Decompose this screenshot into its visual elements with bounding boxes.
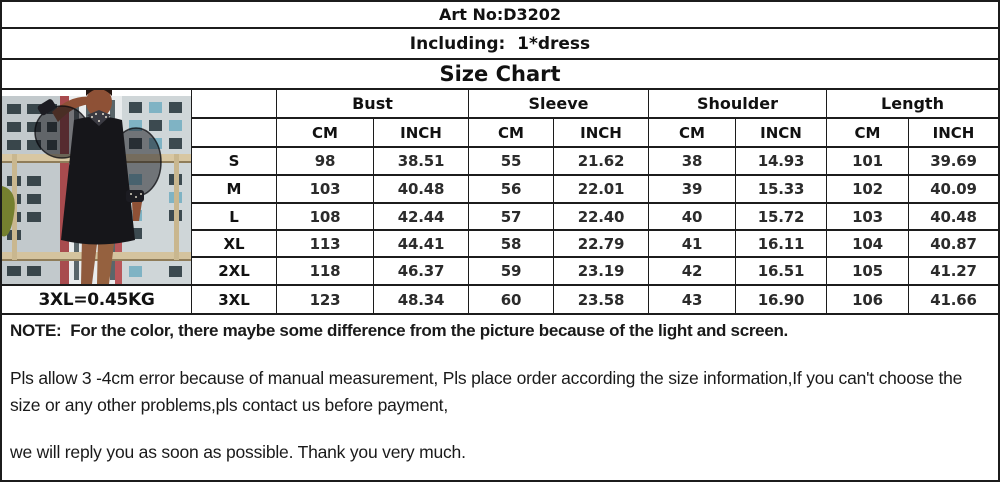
empty-cell (192, 119, 277, 148)
unit-sleeve-cm: CM (469, 119, 554, 148)
table-cell: 42 (649, 258, 736, 286)
table-cell: 56 (469, 176, 554, 204)
table-cell: 16.51 (736, 258, 827, 286)
table-cell: 40.48 (909, 204, 998, 231)
table-cell: 118 (277, 258, 374, 286)
table-cell: 106 (827, 286, 909, 313)
table-cell: 48.34 (374, 286, 469, 313)
table-cell: 46.37 (374, 258, 469, 286)
size-label: 3XL (192, 286, 277, 313)
table-cell: 21.62 (554, 148, 649, 176)
unit-length-inch: INCH (909, 119, 998, 148)
table-cell: 108 (277, 204, 374, 231)
dress-model-illustration (2, 90, 191, 284)
size-label: 2XL (192, 258, 277, 286)
table-cell: 41 (649, 231, 736, 258)
table-cell: 38.51 (374, 148, 469, 176)
table-cell: 102 (827, 176, 909, 204)
color-note: NOTE: For the color, there maybe some difference from the picture because of the light and screen. (10, 321, 788, 340)
empty-cell (192, 90, 277, 119)
table-cell: 15.72 (736, 204, 827, 231)
weight-note: 3XL=0.45KG (2, 286, 192, 313)
table-cell: 58 (469, 231, 554, 258)
table-cell: 105 (827, 258, 909, 286)
including-line: Including: 1*dress (2, 29, 998, 60)
unit-sleeve-inch: INCH (554, 119, 649, 148)
table-cell: 103 (827, 204, 909, 231)
table-cell: 40.09 (909, 176, 998, 204)
table-cell: 38 (649, 148, 736, 176)
notes-section (2, 315, 998, 480)
column-group-sleeve: Sleeve (469, 90, 649, 119)
column-group-length: Length (827, 90, 998, 119)
table-cell: 57 (469, 204, 554, 231)
unit-shoulder-inch: INCN (736, 119, 827, 148)
size-table (2, 90, 998, 315)
unit-bust-cm: CM (277, 119, 374, 148)
table-cell: 15.33 (736, 176, 827, 204)
table-cell: 41.27 (909, 258, 998, 286)
product-photo (2, 90, 192, 286)
table-cell: 42.44 (374, 204, 469, 231)
size-label: M (192, 176, 277, 204)
table-cell: 123 (277, 286, 374, 313)
size-label: XL (192, 231, 277, 258)
table-cell: 55 (469, 148, 554, 176)
table-cell: 14.93 (736, 148, 827, 176)
table-cell: 60 (469, 286, 554, 313)
unit-length-cm: CM (827, 119, 909, 148)
table-cell: 16.11 (736, 231, 827, 258)
table-cell: 41.66 (909, 286, 998, 313)
column-group-shoulder: Shoulder (649, 90, 827, 119)
table-cell: 59 (469, 258, 554, 286)
art-number: Art No:D3202 (2, 2, 998, 29)
reply-note: we will reply you as soon as possible. Thank you very much. (10, 442, 466, 463)
table-cell: 44.41 (374, 231, 469, 258)
column-group-bust: Bust (277, 90, 469, 119)
table-cell: 23.19 (554, 258, 649, 286)
table-cell: 40.87 (909, 231, 998, 258)
table-cell: 40.48 (374, 176, 469, 204)
table-cell: 39.69 (909, 148, 998, 176)
table-cell: 104 (827, 231, 909, 258)
table-cell: 103 (277, 176, 374, 204)
table-cell: 22.40 (554, 204, 649, 231)
table-cell: 39 (649, 176, 736, 204)
table-cell: 101 (827, 148, 909, 176)
size-label: S (192, 148, 277, 176)
table-cell: 22.01 (554, 176, 649, 204)
table-cell: 43 (649, 286, 736, 313)
table-cell: 23.58 (554, 286, 649, 313)
unit-bust-inch: INCH (374, 119, 469, 148)
table-cell: 113 (277, 231, 374, 258)
table-cell: 98 (277, 148, 374, 176)
size-label: L (192, 204, 277, 231)
table-cell: 40 (649, 204, 736, 231)
unit-shoulder-cm: CM (649, 119, 736, 148)
size-chart-title: Size Chart (2, 60, 998, 90)
measurement-note: Pls allow 3 -4cm error because of manual measurement, Pls place order according the size information,If you can't choose the size or any other problems,pls contact us before payment, (10, 368, 963, 416)
table-cell: 16.90 (736, 286, 827, 313)
table-cell: 22.79 (554, 231, 649, 258)
